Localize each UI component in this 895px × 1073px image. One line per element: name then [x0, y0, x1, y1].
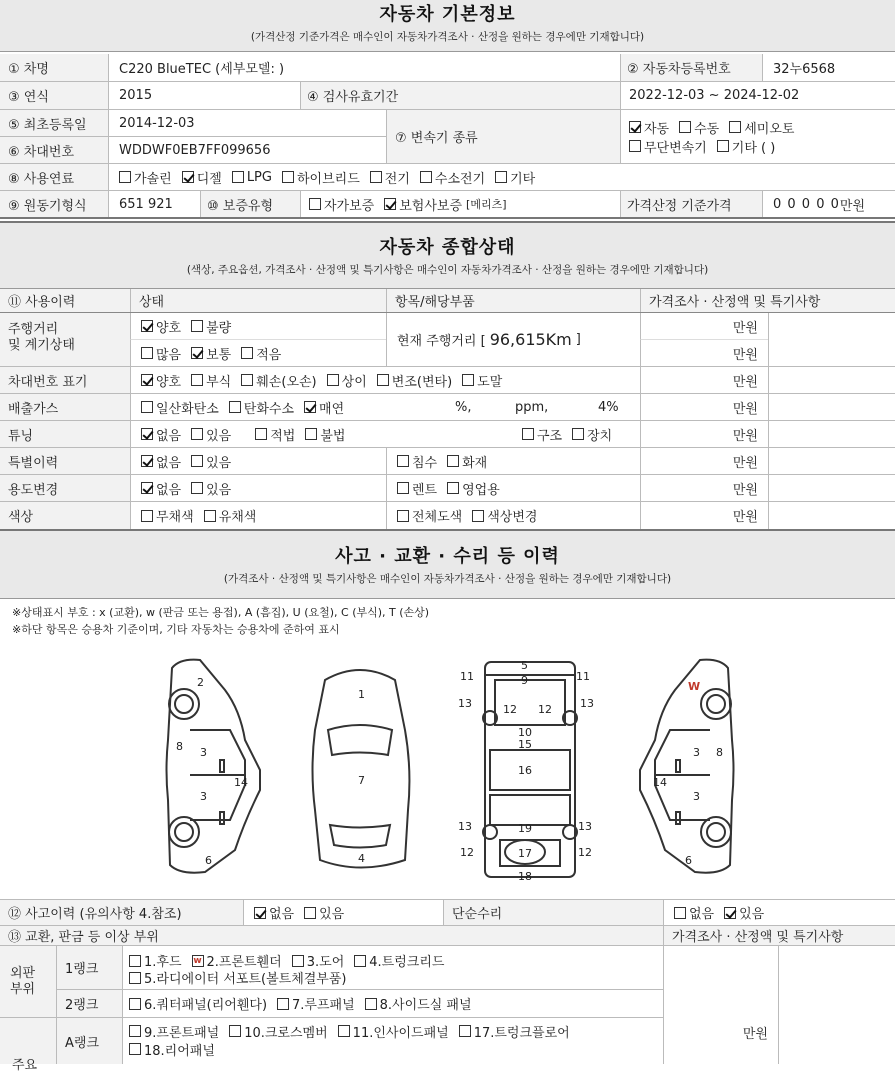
part-trunk-floor-checkbox[interactable] [459, 1025, 471, 1037]
special-none-checkbox[interactable] [141, 455, 153, 467]
outer-label: 외판 부위 [0, 946, 56, 1018]
diagram-num: 3 [693, 746, 700, 759]
price-value: 0 0 0 0 0 [773, 196, 840, 212]
tuning-label: 튜닝 [0, 421, 130, 447]
part-quarter-panel-label: 6.쿼터패널(리어휀다) [144, 998, 268, 1013]
price-value-cell [762, 191, 895, 217]
usage-none-label: 없음 [156, 482, 182, 498]
simple-repair-label: 단순수리 [443, 900, 663, 925]
simple-none-label: 없음 [689, 907, 715, 922]
color-opts2 [386, 502, 640, 529]
car-diagram [150, 650, 750, 890]
history-none-checkbox[interactable] [254, 907, 266, 919]
fuel-hybrid-checkbox[interactable] [282, 171, 294, 183]
usage-opts2 [386, 475, 640, 501]
vin-mark-row [0, 367, 895, 394]
diagram-num: 13 [458, 820, 472, 833]
emission-price: 만원 [640, 394, 768, 420]
color-note [768, 502, 895, 529]
trans-manual-checkbox[interactable] [679, 121, 691, 133]
part-radiator-support-label: 5.라디에이터 서포트(볼트체결부품) [144, 972, 347, 987]
special-row [0, 448, 895, 475]
color-fullpaint-checkbox[interactable] [397, 510, 409, 522]
part-front-fender-label: 2.프론트휀더 [206, 955, 282, 970]
special-flood-label: 침수 [412, 455, 438, 471]
warranty-label: ⑩ 보증유형 [200, 191, 300, 217]
odo-few-checkbox[interactable] [241, 347, 253, 359]
tuning-opts [130, 421, 386, 447]
car-name-label: ① 차명 [0, 54, 108, 81]
car-left-side [167, 660, 261, 873]
diagram-num: 14 [653, 776, 667, 789]
special-yes-label: 있음 [206, 455, 232, 471]
emission-pct: %, [455, 399, 472, 415]
fuel-diesel-checkbox[interactable] [182, 171, 194, 183]
emission-value: 4% [598, 399, 619, 415]
tuning-illegal-label: 불법 [320, 428, 346, 444]
warranty-options [300, 191, 620, 217]
history-yes-label: 있음 [319, 907, 345, 922]
odo-value: 96,615Km [489, 330, 572, 349]
history-none-label: 없음 [269, 907, 295, 922]
price-label: 가격산정 기준가격 [620, 191, 762, 217]
history-yes-checkbox[interactable] [304, 907, 316, 919]
usage-row [0, 475, 895, 502]
part-quarter-panel-checkbox[interactable] [129, 998, 141, 1010]
car-right-side [640, 660, 734, 873]
tuning-legal-checkbox[interactable] [255, 428, 267, 440]
vin-good-label: 양호 [156, 374, 182, 390]
color-label: 색상 [0, 502, 130, 529]
color-opts [130, 502, 386, 529]
part-rear-panel-label: 18.리어패널 [144, 1043, 215, 1059]
diagram-num: 7 [358, 774, 365, 787]
part-cross-member-checkbox[interactable] [229, 1025, 241, 1037]
diagram-num: 1 [358, 688, 365, 701]
diagram-num: 12 [578, 846, 592, 859]
rank2-items [122, 990, 663, 1018]
parts-note [778, 946, 895, 1064]
vin-altered-label: 변조(변타) [391, 374, 453, 390]
rankA-items [122, 1018, 663, 1064]
usage-rent-checkbox[interactable] [397, 482, 409, 494]
basic-title: 자동차 기본정보 [379, 4, 516, 25]
odo-price-2: 만원 [640, 340, 768, 367]
vin-mark-price: 만원 [640, 367, 768, 393]
diagram-num: 13 [578, 820, 592, 833]
odo-normal-label: 보통 [206, 347, 232, 363]
vin-altered-checkbox[interactable] [377, 374, 389, 386]
part-door-checkbox[interactable] [292, 955, 304, 967]
tuning-yes-checkbox[interactable] [191, 428, 203, 440]
col-price: 가격조사 · 산정액 및 특기사항 [640, 289, 895, 312]
color-row [0, 502, 895, 529]
part-radiator-support-checkbox[interactable] [129, 972, 141, 984]
tuning-opts3 [522, 421, 622, 447]
odo-opts-2 [130, 340, 386, 367]
color-fullpaint-label: 전체도색 [412, 510, 463, 525]
emission-co-checkbox[interactable] [141, 401, 153, 413]
part-hood-label: 1.후드 [144, 955, 182, 970]
fuel-lpg-checkbox[interactable] [232, 171, 244, 183]
first-reg-value: 2014-12-03 [108, 110, 386, 136]
vin-smear-label: 도말 [477, 374, 503, 390]
col-item: 항목/해당부품 [386, 289, 640, 312]
tuning-note [768, 421, 895, 447]
rank1-items [122, 946, 663, 990]
usage-business-label: 영업용 [462, 482, 500, 498]
history-label: ⑫ 사고이력 (유의사항 4.참조) [0, 900, 243, 925]
emission-ppm: ppm, [515, 399, 549, 415]
usage-rent-label: 렌트 [412, 482, 438, 498]
year-label: ③ 연식 [0, 82, 108, 109]
parts-header [0, 926, 895, 946]
trans-manual-label: 수동 [694, 121, 720, 137]
first-reg-label: ⑤ 최초등록일 [0, 110, 108, 136]
part-front-panel-checkbox[interactable] [129, 1025, 141, 1037]
col-state: 상태 [130, 289, 386, 312]
diagram-num: 12 [460, 846, 474, 859]
vin-damage-label: 훼손(오손) [256, 374, 317, 390]
part-door-label: 3.도어 [306, 955, 345, 970]
part-inside-panel-label: 11.인사이드패널 [352, 1025, 449, 1041]
diagram-num: 14 [234, 776, 248, 789]
diagram-num: 4 [358, 852, 365, 865]
car-name-value: C220 BlueTEC (세부모델: ) [108, 54, 620, 81]
diagram-num: 13 [580, 697, 594, 710]
vin-mark-opts [130, 367, 640, 393]
diagram-num: 9 [521, 674, 528, 687]
odo-few-label: 적음 [256, 347, 282, 363]
accident-header [0, 529, 895, 599]
parts-label: ⑬ 교환, 판금 등 이상 부위 [8, 930, 159, 945]
vin-diff-label: 상이 [341, 374, 367, 390]
emission-note [768, 394, 895, 420]
emission-opts [130, 394, 386, 420]
trans-cvt-label: 무단변속기 [644, 140, 707, 156]
fuel-other-label: 기타 [510, 171, 536, 187]
part-inside-panel-checkbox[interactable] [338, 1025, 350, 1037]
part-trunk-floor-label: 17.트렁크플로어 [473, 1025, 570, 1041]
part-trunk-lid-checkbox[interactable] [354, 955, 366, 967]
basic-header [0, 0, 895, 52]
diagram-num: 13 [458, 697, 472, 710]
diagram-num: 12 [503, 703, 517, 716]
basic-row-2 [0, 82, 895, 110]
special-opts [130, 448, 386, 474]
simple-none-checkbox[interactable] [674, 907, 686, 919]
tuning-none-checkbox[interactable] [141, 428, 153, 440]
vin-good-checkbox[interactable] [141, 374, 153, 386]
tuning-yes-label: 있음 [206, 428, 232, 444]
emission-row [0, 394, 895, 421]
trans-semi-label: 세미오토 [744, 121, 795, 137]
odo-price-1: 만원 [640, 313, 768, 340]
emission-hc-label: 탄화수소 [243, 401, 295, 417]
simple-yes-checkbox[interactable] [724, 907, 736, 919]
part-roof-panel-label: 7.루프패널 [292, 998, 355, 1013]
odo-many-checkbox[interactable] [141, 347, 153, 359]
rank1-label: 1랭크 [56, 946, 122, 990]
diagram-num: 16 [518, 764, 532, 777]
emission-smoke-checkbox[interactable] [304, 401, 316, 413]
special-price: 만원 [640, 448, 768, 474]
odo-bad-label: 불량 [206, 320, 232, 336]
year-value: 2015 [108, 82, 300, 109]
trans-auto-checkbox[interactable] [629, 121, 641, 133]
trans-auto-label: 자동 [644, 121, 670, 137]
trans-other-checkbox[interactable] [717, 140, 729, 152]
odo-good-checkbox[interactable] [141, 320, 153, 332]
status-subtitle: (색상, 주요옵션, 가격조사 · 산정액 및 특기사항은 매수인이 자동차가격조사 · 산정을 원하는 경우에만 기재합니다) [186, 264, 709, 276]
fuel-label: ⑧ 사용연료 [0, 164, 108, 190]
vin-rust-checkbox[interactable] [191, 374, 203, 386]
odo-many-label: 많음 [156, 347, 182, 363]
usage-label: 용도변경 [0, 475, 130, 501]
fuel-hybrid-label: 하이브리드 [296, 171, 360, 187]
tuning-device-label: 장치 [587, 428, 613, 444]
fuel-other-checkbox[interactable] [495, 171, 507, 183]
rank2-label: 2랭크 [56, 990, 122, 1018]
usage-opts [130, 475, 386, 501]
tuning-row [0, 421, 895, 448]
diagram-num: 19 [518, 822, 532, 835]
part-roof-panel-checkbox[interactable] [277, 998, 289, 1010]
warranty-insurer-label: 보험사보증 [399, 198, 463, 214]
usage-yes-label: 있음 [206, 482, 232, 498]
inspection-label: ④ 검사유효기간 [300, 82, 620, 109]
emission-label: 배출가스 [0, 394, 130, 420]
special-label: 특별이력 [0, 448, 130, 474]
color-chromatic-label: 유채색 [218, 510, 257, 525]
tuning-none-label: 없음 [156, 428, 182, 444]
tuning-structure-checkbox[interactable] [522, 428, 534, 440]
damage-marker-w: W [688, 680, 701, 693]
price-unit: 만원 [839, 198, 866, 214]
usage-note [768, 475, 895, 501]
part-rear-panel-checkbox[interactable] [129, 1043, 141, 1055]
emission-co-label: 일산화탄소 [156, 401, 219, 417]
special-fire-checkbox[interactable] [447, 455, 459, 467]
diagram-num: 3 [200, 790, 207, 803]
simple-yes-label: 있음 [739, 907, 765, 922]
reg-no-value: 32누6568 [762, 54, 895, 81]
color-change-label: 색상변경 [487, 510, 538, 525]
engine-value: 651 921 [108, 191, 200, 217]
trans-options [620, 110, 895, 164]
special-yes-checkbox[interactable] [191, 455, 203, 467]
diagram-num: 18 [518, 870, 532, 883]
vin-rust-label: 부식 [206, 374, 232, 390]
odo-label: 주행거리 및 계기상태 [0, 313, 130, 367]
diagram-num: 6 [205, 854, 212, 867]
part-front-fender-checkbox[interactable]: w [193, 955, 202, 966]
simple-repair-opts [663, 900, 895, 925]
inspection-value: 2022-12-03 ~ 2024-12-02 [620, 82, 895, 109]
trans-label: ⑦ 변속기 종류 [386, 110, 620, 164]
fuel-options [108, 164, 895, 190]
tuning-illegal-checkbox[interactable] [305, 428, 317, 440]
color-chromatic-checkbox[interactable] [204, 510, 216, 522]
status-title: 자동차 종합상태 [379, 237, 516, 258]
special-note [768, 448, 895, 474]
diagram-num: 3 [693, 790, 700, 803]
col-usage: ⑪ 사용이력 [8, 295, 76, 310]
part-cross-member-label: 10.크로스멤버 [244, 1025, 328, 1041]
tuning-price: 만원 [640, 421, 768, 447]
basic-row-1 [0, 54, 895, 82]
accident-subtitle: (가격조사 · 산정액 및 특기사항은 매수인이 자동차가격조사 · 산정을 원하는 경우에만 기재합니다) [223, 573, 672, 585]
color-price: 만원 [640, 502, 768, 529]
special-flood-checkbox[interactable] [397, 455, 409, 467]
fuel-diesel-label: 디젤 [196, 171, 222, 187]
tuning-legal-label: 적법 [270, 428, 296, 444]
trans-semi-checkbox[interactable] [729, 121, 741, 133]
warranty-self-checkbox[interactable] [309, 198, 321, 210]
warranty-insurer-checkbox[interactable] [384, 198, 396, 210]
vin-mark-label: 차대번호 표기 [0, 367, 130, 393]
odo-opts-1 [130, 313, 386, 340]
odo-close: ] [575, 332, 581, 347]
diagram-num: 15 [518, 738, 532, 751]
basic-subtitle: (가격산정 기준가격은 매수인이 자동차가격조사 · 산정을 원하는 경우에만 기재합니다) [250, 31, 645, 43]
diagram-num: 6 [685, 854, 692, 867]
warranty-self-label: 자가보증 [324, 198, 375, 214]
part-side-sill-checkbox[interactable] [365, 998, 377, 1010]
diagram-num: 11 [460, 670, 474, 683]
engine-label: ⑨ 원동기형식 [0, 191, 108, 217]
history-opts [243, 900, 443, 925]
usage-price: 만원 [640, 475, 768, 501]
color-achromatic-checkbox[interactable] [141, 510, 153, 522]
part-hood-checkbox[interactable] [129, 955, 141, 967]
fuel-electric-checkbox[interactable] [370, 171, 382, 183]
vin-diff-checkbox[interactable] [327, 374, 339, 386]
main-label: 주요 [0, 1018, 56, 1064]
rankA-label: A랭크 [56, 1018, 122, 1064]
basic-row-engine [0, 191, 895, 219]
vin-value: WDDWF0EB7FF099656 [108, 137, 386, 163]
odo-good-label: 양호 [156, 320, 182, 336]
odo-note [768, 313, 895, 367]
accident-title: 사고 · 교환 · 수리 등 이력 [335, 546, 560, 567]
color-achromatic-label: 무채색 [156, 510, 194, 525]
vin-smear-checkbox[interactable] [462, 374, 474, 386]
odo-reading [386, 313, 640, 367]
diagram-num: 12 [538, 703, 552, 716]
diagram-num: 11 [576, 670, 590, 683]
fuel-hydrogen-label: 수소전기 [434, 171, 486, 187]
fuel-electric-label: 전기 [384, 171, 410, 187]
diagram-num: 3 [200, 746, 207, 759]
color-change-checkbox[interactable] [472, 510, 484, 522]
diagram-num: 17 [518, 847, 532, 860]
special-fire-label: 화재 [462, 455, 488, 471]
odo-normal-checkbox[interactable] [191, 347, 203, 359]
reg-no-label: ② 자동차등록번호 [620, 54, 762, 81]
status-col-header [0, 289, 895, 313]
usage-yes-checkbox[interactable] [191, 482, 203, 494]
diagram-num: 8 [176, 740, 183, 753]
odo-current-label: 현재 주행거리 [ [397, 334, 486, 349]
fuel-lpg-label: LPG [246, 169, 272, 185]
parts-price-label: 가격조사 · 산정액 및 특기사항 [663, 926, 895, 945]
emission-smoke-label: 매연 [319, 401, 345, 417]
diagram-num: 8 [716, 746, 723, 759]
trans-cvt-checkbox[interactable] [629, 140, 641, 152]
warranty-note: [메리츠] [466, 198, 507, 211]
parts-price: 만원 [663, 946, 778, 1064]
history-row [0, 899, 895, 926]
legend-line-1: ※상태표시 부호 : x (교환), w (판금 또는 용접), A (흠집), U (요철), C (부식), T (손상) [12, 606, 430, 619]
usage-none-checkbox[interactable] [141, 482, 153, 494]
legend-line-2: ※하단 항목은 승용차 기준이며, 기타 자동차는 승용차에 준하여 표시 [12, 623, 340, 636]
part-side-sill-label: 8.사이드실 패널 [379, 998, 472, 1013]
basic-row-fuel [0, 164, 895, 191]
vin-mark-note [768, 367, 895, 393]
tuning-device-checkbox[interactable] [572, 428, 584, 440]
part-trunk-lid-label: 4.트렁크리드 [369, 955, 445, 970]
special-none-label: 없음 [156, 455, 182, 471]
tuning-structure-label: 구조 [537, 428, 563, 444]
fuel-hydrogen-checkbox[interactable] [420, 171, 432, 183]
trans-other-label: 기타 ( ) [731, 140, 776, 156]
status-header [0, 221, 895, 289]
vin-damage-checkbox[interactable] [241, 374, 253, 386]
usage-business-checkbox[interactable] [447, 482, 459, 494]
diagram-num: 10 [518, 726, 532, 739]
special-opts2 [386, 448, 640, 474]
fuel-gasoline-checkbox[interactable] [119, 171, 131, 183]
part-front-panel-label: 9.프론트패널 [144, 1025, 220, 1041]
vin-label: ⑥ 차대번호 [0, 137, 108, 163]
diagram-num: 5 [521, 659, 528, 672]
emission-hc-checkbox[interactable] [229, 401, 241, 413]
odo-bad-checkbox[interactable] [191, 320, 203, 332]
diagram-num: 2 [197, 676, 204, 689]
fuel-gasoline-label: 가솔린 [134, 171, 172, 187]
